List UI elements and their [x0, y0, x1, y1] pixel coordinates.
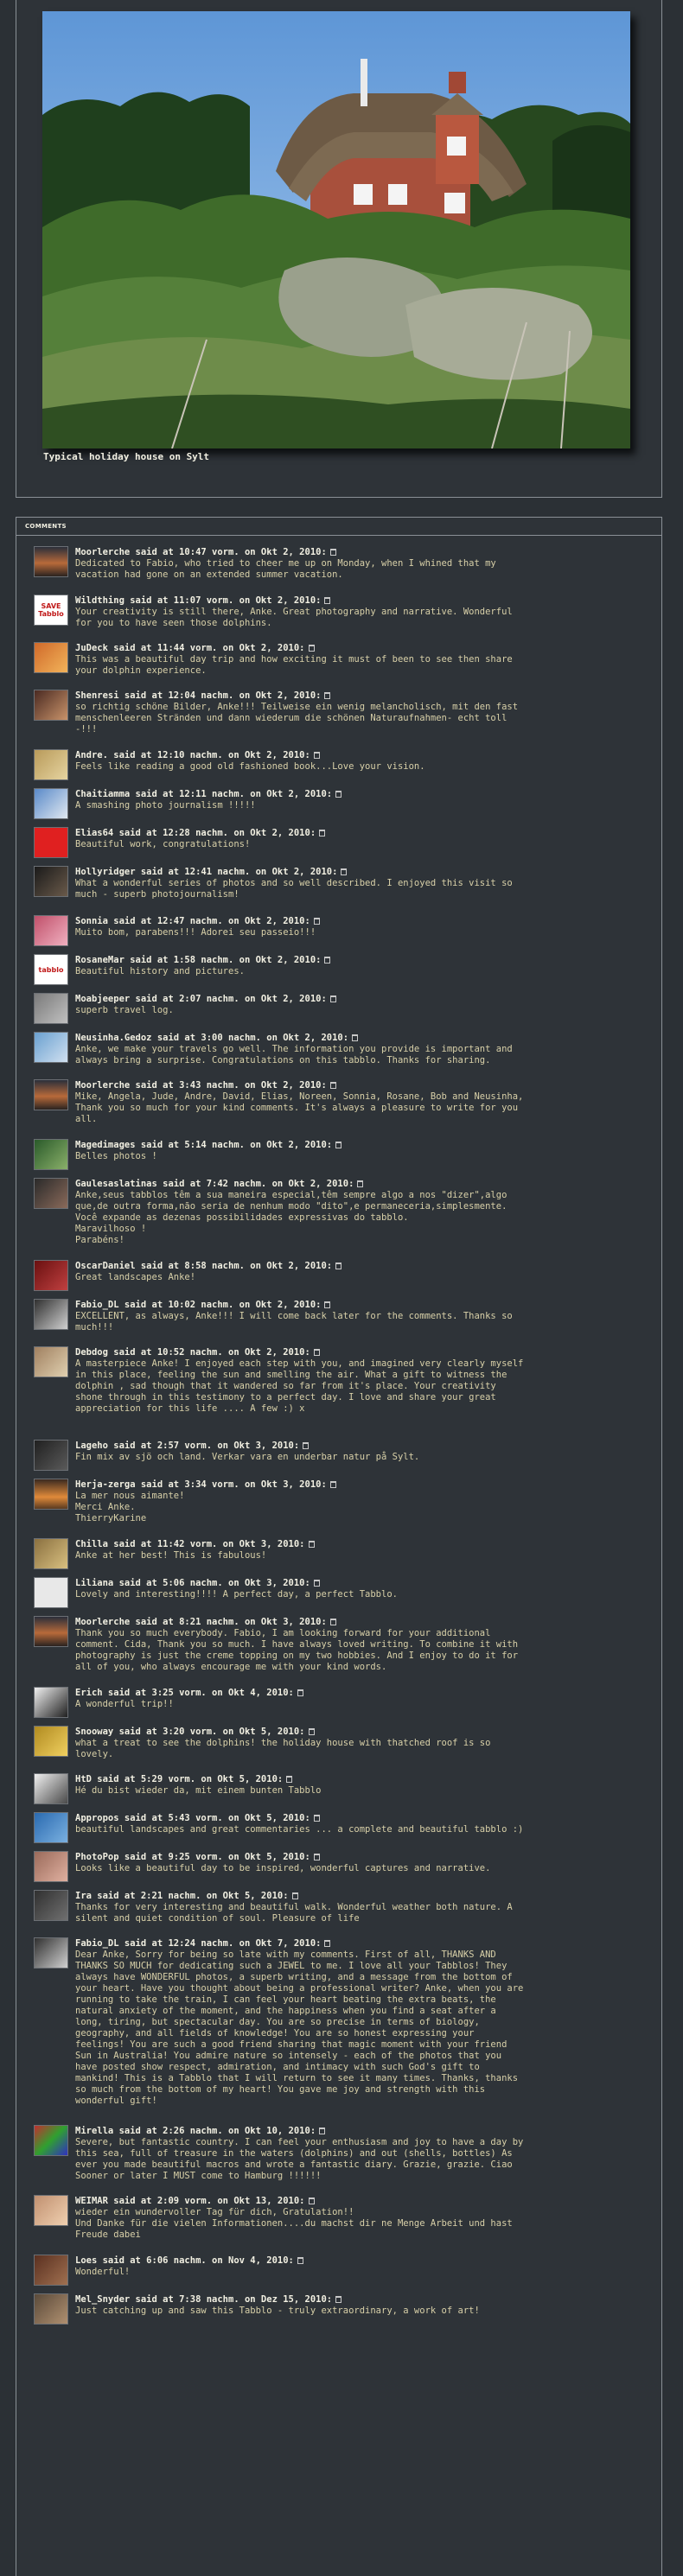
comment-author-line[interactable]: Moorlerche said at 8:21 nachm. on Okt 3, 2010: — [75, 1617, 327, 1627]
delete-comment-icon[interactable] — [292, 1892, 298, 1899]
commenter-avatar[interactable] — [34, 2255, 68, 2286]
commenter-avatar[interactable] — [34, 1616, 68, 1647]
comment-header — [75, 2294, 656, 2306]
comment-header — [75, 690, 656, 702]
delete-comment-icon[interactable] — [314, 918, 320, 925]
comment-text: Your creativity is still there, Anke. Great photography and narrative. Wonderful for you to have seen those dolphins. — [75, 607, 513, 628]
commenter-avatar[interactable] — [34, 1890, 68, 1921]
comment-author-line[interactable]: Herja-zerga said at 3:34 vorm. on Okt 3, 2010: — [75, 1479, 327, 1490]
comment-item — [34, 1538, 656, 1562]
comment-body — [75, 749, 656, 773]
comment-header — [75, 1539, 656, 1550]
comment-author-line[interactable]: Wildthing said at 11:07 vorm. on Okt 2, 2010: — [75, 595, 322, 606]
comment-item — [34, 1726, 656, 1760]
delete-comment-icon[interactable] — [314, 1854, 320, 1860]
comment-body — [75, 1032, 656, 1066]
comment-body — [75, 1726, 656, 1760]
comment-item — [34, 1032, 656, 1066]
commenter-avatar[interactable] — [34, 749, 68, 780]
comment-body — [75, 1890, 656, 1924]
delete-comment-icon[interactable] — [324, 1940, 330, 1947]
delete-comment-icon[interactable] — [314, 1815, 320, 1822]
comment-text: Feels like reading a good old fashioned book...Love your vision. — [75, 761, 425, 772]
comment-author-line[interactable]: Liliana said at 5:06 nachm. on Okt 3, 2010: — [75, 1578, 310, 1588]
comment-author-line[interactable]: Gaulesaslatinas said at 7:42 nachm. on Okt 2, 2010: — [75, 1179, 354, 1189]
comment-author-line[interactable]: Erich said at 3:25 vorm. on Okt 4, 2010: — [75, 1688, 294, 1698]
comment-item — [34, 2293, 656, 2317]
delete-comment-icon[interactable] — [297, 2257, 303, 2264]
comment-header — [75, 1891, 656, 1902]
comment-header — [75, 2126, 656, 2137]
delete-comment-icon[interactable] — [335, 1263, 342, 1269]
comment-author-line[interactable]: Fabio_DL said at 10:02 nachm. on Okt 2, 2010: — [75, 1300, 322, 1310]
comment-header — [75, 867, 656, 878]
comment-header — [75, 1938, 656, 1949]
commenter-avatar[interactable] — [34, 1479, 68, 1510]
comment-item — [34, 690, 656, 735]
delete-comment-icon[interactable] — [309, 2198, 315, 2204]
comment-text: Great landscapes Anke! — [75, 1272, 196, 1282]
commenter-avatar[interactable] — [34, 1440, 68, 1471]
comment-text: Just catching up and saw this Tabblo - truly extraordinary, a work of art! — [75, 2306, 480, 2316]
comment-text: Belles photos ! — [75, 1151, 157, 1161]
comment-item — [34, 1812, 656, 1835]
photo-panel — [16, 0, 662, 498]
delete-comment-icon[interactable] — [314, 1580, 320, 1587]
commenter-avatar[interactable] — [34, 1687, 68, 1718]
comment-body — [75, 1577, 656, 1600]
delete-comment-icon[interactable] — [330, 549, 336, 556]
comment-body — [75, 595, 656, 629]
comment-text: Fin mix av sjö och land. Verkar vara en underbar natur på Sylt. — [75, 1452, 420, 1462]
delete-comment-icon[interactable] — [324, 692, 330, 699]
commenter-avatar[interactable] — [34, 2125, 68, 2156]
commenter-avatar[interactable] — [34, 642, 68, 673]
comment-text: so richtig schöne Bilder, Anke!!! Teilweise ein wenig melancholisch, mit den fast menschenleeren Stränden und dann wiederum die schönen Naturaufnahmen- echt toll -!!! — [75, 702, 519, 735]
comment-author-line[interactable]: Mel_Snyder said at 7:38 nachm. on Dez 15, 2010: — [75, 2294, 333, 2305]
comment-item — [34, 1937, 656, 2107]
comment-item — [34, 954, 656, 977]
main-photo[interactable] — [42, 11, 630, 448]
comment-header — [75, 1179, 656, 1190]
comment-body — [75, 546, 656, 581]
comment-body — [75, 2293, 656, 2317]
comment-item — [34, 2195, 656, 2241]
delete-comment-icon[interactable] — [335, 791, 342, 798]
comment-header — [75, 1261, 656, 1272]
commenter-avatar[interactable] — [34, 1937, 68, 1969]
delete-comment-icon[interactable] — [324, 957, 330, 964]
avatar-text: SAVE Tabblo — [38, 602, 64, 618]
comment-body — [75, 2195, 656, 2241]
comment-item — [34, 595, 656, 629]
comment-header — [75, 1300, 656, 1311]
comment-body — [75, 1178, 656, 1246]
comment-text: Anke, we make your travels go well. The information you provide is important and always bring a surprise. Congratulations on this tabblo. Thanks for sharing. — [75, 1044, 513, 1065]
comment-item — [34, 1079, 656, 1125]
comment-item — [34, 749, 656, 773]
comment-text: Hé du bist wieder da, mit einem bunten Tabblo — [75, 1785, 322, 1796]
comment-item — [34, 642, 656, 677]
comment-item — [34, 1440, 656, 1463]
delete-comment-icon[interactable] — [309, 645, 315, 652]
comment-body — [75, 993, 656, 1016]
comment-text: wieder ein wundervoller Tag für dich, Gratulation!! Und Danke für die vielen Informationen....du machst dir ne Menge Arbeit und hast Freude dabei — [75, 2207, 513, 2240]
commenter-avatar[interactable] — [34, 2195, 68, 2226]
comment-header — [75, 2196, 656, 2207]
delete-comment-icon[interactable] — [319, 2128, 325, 2134]
comment-author-line[interactable]: Snooway said at 3:20 vorm. on Okt 5, 2010: — [75, 1727, 305, 1737]
comment-item — [34, 1687, 656, 1710]
comment-author-line[interactable]: Andre. said at 12:10 nachm. on Okt 2, 2010: — [75, 750, 310, 760]
commenter-avatar[interactable] — [34, 1538, 68, 1569]
comment-author-line[interactable]: Moorlerche said at 10:47 vorm. on Okt 2, 2010: — [75, 547, 327, 557]
commenter-avatar[interactable] — [34, 993, 68, 1024]
comment-header — [75, 1578, 656, 1589]
delete-comment-icon[interactable] — [330, 995, 336, 1002]
commenter-avatar[interactable] — [34, 954, 68, 985]
comment-item — [34, 1346, 656, 1415]
comment-body — [75, 866, 656, 900]
comment-body — [75, 1139, 656, 1162]
comment-author-line[interactable]: Appropos said at 5:43 vorm. on Okt 5, 2010: — [75, 1813, 310, 1823]
comment-author-line[interactable]: Lageho said at 2:57 vorm. on Okt 3, 2010: — [75, 1441, 300, 1451]
comment-body — [75, 1538, 656, 1562]
comment-header — [75, 916, 656, 927]
comment-header — [75, 750, 656, 761]
comment-text: A masterpiece Anke! I enjoyed each step with you, and imagined very clearly myself in this place, feeling the sun and smelling the air. What a gift to witness the dolphin , sad though that it wandered so far from it's place. Your creativity shone through in this testimony to a perfect day. I love and share your great appreciation for this life .... A few :) x — [75, 1358, 524, 1414]
delete-comment-icon[interactable] — [335, 2296, 342, 2303]
comment-header — [75, 1347, 656, 1358]
delete-comment-icon[interactable] — [330, 1082, 336, 1089]
photo-caption: Typical holiday house on Sylt — [43, 451, 210, 462]
delete-comment-icon[interactable] — [286, 1776, 292, 1783]
delete-comment-icon[interactable] — [357, 1180, 363, 1187]
comment-header — [75, 595, 656, 607]
comment-text: Beautiful work, congratulations! — [75, 839, 251, 849]
comment-text: Beautiful history and pictures. — [75, 966, 245, 976]
comment-item — [34, 1139, 656, 1162]
delete-comment-icon[interactable] — [335, 1142, 342, 1148]
comment-text: La mer nous aimante! Merci Anke. ThierryKarine — [75, 1491, 185, 1523]
comment-text: Dear Anke, Sorry for being so late with my comments. First of all, THANKS AND THANKS SO MUCH for dedicating such a JEWEL to me. I love all your Tabblos! They always have WONDERFUL photos, a superb writing, and a message from the bottom of your heart. Have you thought about being a professional writer? Anke, when you are running to take the train, I can feel your heart beating the extra beats, the natural anxiety of the moment, and the happiness when you find a seat after a long, tiring, but spectacular day. You are so precise in terms of biology, geography, and all fields of knowledge! You are so honest expressing your feelings! You are such a good friend sharing that magic moment with your friend Sun in Australia! You admire nature so intensely - each of the photos that you have posted show respect, admiration, and intimacy with such God's gift to mankind! This is a Tabblo that I will return to see it many times. Thanks, thanks so much from the bottom of my heart! You gave me joy and strength with this wonderful gift! — [75, 1949, 524, 2106]
comment-author-line[interactable]: Hollyridger said at 12:41 nachm. on Okt 2, 2010: — [75, 867, 338, 877]
comment-body — [75, 1812, 656, 1835]
delete-comment-icon[interactable] — [319, 830, 325, 836]
comment-header — [75, 643, 656, 654]
comment-header — [75, 1080, 656, 1091]
comment-item — [34, 788, 656, 811]
commenter-avatar[interactable] — [34, 1773, 68, 1804]
commenter-avatar[interactable] — [34, 1178, 68, 1209]
comment-body — [75, 1260, 656, 1283]
comment-body — [75, 1773, 656, 1797]
delete-comment-icon[interactable] — [309, 1728, 315, 1735]
comment-header — [75, 955, 656, 966]
commenter-avatar[interactable] — [34, 546, 68, 577]
comment-item — [34, 546, 656, 581]
delete-comment-icon[interactable] — [352, 1034, 358, 1041]
comment-text: what a treat to see the dolphins! the holiday house with thatched roof is so lovely. — [75, 1738, 491, 1759]
commenter-avatar[interactable] — [34, 1577, 68, 1608]
comment-item — [34, 1260, 656, 1283]
comment-author-line[interactable]: Fabio_DL said at 12:24 nachm. on Okt 7, 2010: — [75, 1938, 322, 1949]
comments-header — [16, 518, 661, 536]
comment-text: What a wonderful series of photos and so well described. I enjoyed this visit so much - superb photojournalism! — [75, 878, 513, 900]
comments-header-label: COMMENTS — [25, 523, 67, 530]
comment-item — [34, 1773, 656, 1797]
comment-author-line[interactable]: PhotoPop said at 9:25 vorm. on Okt 5, 2010: — [75, 1852, 310, 1862]
commenter-avatar[interactable] — [34, 866, 68, 897]
comment-item — [34, 1178, 656, 1246]
comment-body — [75, 1687, 656, 1710]
comment-item — [34, 1479, 656, 1524]
commenter-avatar[interactable] — [34, 1260, 68, 1291]
comment-body — [75, 915, 656, 938]
comment-author-line[interactable]: Loes said at 6:06 nachm. on Nov 4, 2010: — [75, 2255, 294, 2266]
comment-body — [75, 1346, 656, 1415]
comment-header — [75, 1140, 656, 1151]
comment-body — [75, 1440, 656, 1463]
delete-comment-icon[interactable] — [330, 1481, 336, 1488]
comment-body — [75, 1479, 656, 1524]
delete-comment-icon[interactable] — [324, 1301, 330, 1308]
comment-text: EXCELLENT, as always, Anke!!! I will come back later for the comments. Thanks so much!!! — [75, 1311, 513, 1333]
comment-text: A wonderful trip!! — [75, 1699, 174, 1709]
commenter-avatar[interactable] — [34, 690, 68, 721]
comment-body — [75, 788, 656, 811]
comment-item — [34, 1890, 656, 1924]
avatar-text: tabblo — [38, 965, 64, 974]
comment-author-line[interactable]: Sonnia said at 12:47 nachm. on Okt 2, 2010: — [75, 916, 310, 926]
comment-text: Muito bom, parabens!!! Adorei seu passeio!!! — [75, 927, 316, 938]
comment-author-line[interactable]: WEIMAR said at 2:09 vorm. on Okt 13, 2010: — [75, 2196, 305, 2206]
comment-author-line[interactable]: RosaneMar said at 1:58 nachm. on Okt 2, 2010: — [75, 955, 322, 965]
comment-item — [34, 1577, 656, 1600]
comment-author-line[interactable]: Debdog said at 10:52 nachm. on Okt 2, 2010: — [75, 1347, 310, 1358]
comment-author-line[interactable]: Elias64 said at 12:28 nachm. on Okt 2, 2010: — [75, 828, 316, 838]
commenter-avatar[interactable] — [34, 595, 68, 626]
comment-body — [75, 2255, 656, 2278]
comment-author-line[interactable]: Neusinha.Gedoz said at 3:00 nachm. on Okt 2, 2010: — [75, 1033, 349, 1043]
commenter-avatar[interactable] — [34, 915, 68, 946]
comment-item — [34, 2125, 656, 2182]
comment-header — [75, 1813, 656, 1824]
comment-text: A smashing photo journalism !!!!! — [75, 800, 256, 811]
commenter-avatar[interactable] — [34, 788, 68, 819]
comment-text: beautiful landscapes and great commentaries ... a complete and beautiful tabblo :) — [75, 1824, 524, 1835]
comment-header — [75, 547, 656, 558]
comment-author-line[interactable]: Ira said at 2:21 nachm. on Okt 5, 2010: — [75, 1891, 289, 1901]
comment-header — [75, 1617, 656, 1628]
comment-author-line[interactable]: Moabjeeper said at 2:07 nachm. on Okt 2, 2010: — [75, 994, 327, 1004]
commenter-avatar[interactable] — [34, 1139, 68, 1170]
commenter-avatar[interactable] — [34, 1079, 68, 1110]
comment-text: Lovely and interesting!!!! A perfect day, a perfect Tabblo. — [75, 1589, 398, 1600]
comment-body — [75, 1299, 656, 1333]
comment-text: Anke at her best! This is fabulous! — [75, 1550, 267, 1561]
delete-comment-icon[interactable] — [324, 597, 330, 604]
comments-panel — [16, 517, 662, 2576]
delete-comment-icon[interactable] — [303, 1442, 309, 1449]
comment-author-line[interactable]: Moorlerche said at 3:43 nachm. on Okt 2, 2010: — [75, 1080, 327, 1091]
comment-header — [75, 2255, 656, 2267]
comment-body — [75, 1937, 656, 2107]
comment-text: Mike, Angela, Jude, Andre, David, Elias, Noreen, Sonnia, Rosane, Bob and Neusinha, Thank you so much for your kind comments. It's always a pleasure to write for you all. — [75, 1091, 524, 1124]
delete-comment-icon[interactable] — [314, 1349, 320, 1356]
comment-text: Looks like a beautiful day to be inspired, wonderful captures and narrative. — [75, 1863, 491, 1873]
comment-text: Dedicated to Fabio, who tried to cheer me up on Monday, when I whined that my vacation had gone on an extended summer vacation. — [75, 558, 496, 580]
comment-header — [75, 1727, 656, 1738]
comment-header — [75, 1852, 656, 1863]
commenter-avatar[interactable] — [34, 1726, 68, 1757]
comment-author-line[interactable]: Magedimages said at 5:14 nachm. on Okt 2, 2010: — [75, 1140, 333, 1150]
comment-body — [75, 642, 656, 677]
comment-item — [34, 1616, 656, 1673]
commenter-avatar[interactable] — [34, 2293, 68, 2325]
commenter-avatar[interactable] — [34, 1812, 68, 1843]
comment-header — [75, 789, 656, 800]
comment-text: Wonderful! — [75, 2267, 131, 2277]
delete-comment-icon[interactable] — [341, 868, 347, 875]
comment-text: Thanks for very interesting and beautiful walk. Wonderful weather both nature. A silent and quiet condition of soul. Pleasure of life — [75, 1902, 513, 1924]
delete-comment-icon[interactable] — [309, 1541, 315, 1548]
comment-header — [75, 1033, 656, 1044]
comment-text: Anke,seus tabblos têm a sua maneira especial,têm sempre algo a nos "dizer",algo que,de outra forma,não seria de nenhum modo "dito",e permaneceria,simplesmente. Você expande as dezenas possibilidades expressivas do tabblo. Maravilhoso ! Parabéns! — [75, 1190, 507, 1245]
comment-body — [75, 2125, 656, 2182]
comment-item — [34, 866, 656, 900]
comment-author-line[interactable]: HtD said at 5:29 vorm. on Okt 5, 2010: — [75, 1774, 284, 1784]
comment-header — [75, 828, 656, 839]
comment-body — [75, 954, 656, 977]
comment-author-line[interactable]: OscarDaniel said at 8:58 nachm. on Okt 2, 2010: — [75, 1261, 333, 1271]
comment-author-line[interactable]: Mirella said at 2:26 nachm. on Okt 10, 2010: — [75, 2126, 316, 2136]
comment-header — [75, 1441, 656, 1452]
comment-body — [75, 1851, 656, 1874]
comment-item — [34, 1851, 656, 1874]
comment-text: This was a beautiful day trip and how exciting it must of been to see then share your dolphin experience. — [75, 654, 513, 676]
commenter-avatar[interactable] — [34, 1032, 68, 1063]
thatched-house-photo — [42, 11, 630, 448]
comment-header — [75, 1774, 656, 1785]
comment-item — [34, 993, 656, 1016]
comment-author-line[interactable]: Chaitiamma said at 12:11 nachm. on Okt 2, 2010: — [75, 789, 333, 799]
commenter-avatar[interactable] — [34, 1346, 68, 1377]
comment-text: Severe, but fantastic country. I can feel your enthusiasm and joy to have a day by this sea, full of treasure in the waters (dolphins) and out (shells, bottles) As ever you made beautiful macros and wrote a fantastic diary. Grazie, grazie. Ciao Sooner or later I MUST come to Hamburg !!!!!! — [75, 2137, 524, 2181]
commenter-avatar[interactable] — [34, 1851, 68, 1882]
comment-text: Thank you so much everybody. Fabio, I am looking forward for your additional comment. Cida, Thank you so much. I have always loved writing. To combine it with photography is just the creme topping on my two hobbies. And I enjoy to do it for all of you, who always encourage me with your kind words. — [75, 1628, 519, 1672]
comment-header — [75, 1479, 656, 1491]
comment-author-line[interactable]: Chilla said at 11:42 vorm. on Okt 3, 2010: — [75, 1539, 305, 1549]
comment-item — [34, 827, 656, 850]
delete-comment-icon[interactable] — [330, 1619, 336, 1625]
commenter-avatar[interactable] — [34, 827, 68, 858]
comment-body — [75, 1616, 656, 1673]
delete-comment-icon[interactable] — [297, 1689, 303, 1696]
commenter-avatar[interactable] — [34, 1299, 68, 1330]
comment-body — [75, 1079, 656, 1125]
comment-author-line[interactable]: Shenresi said at 12:04 nachm. on Okt 2, 2010: — [75, 690, 322, 701]
comment-text: superb travel log. — [75, 1005, 174, 1015]
comment-body — [75, 827, 656, 850]
comment-header — [75, 1688, 656, 1699]
comment-header — [75, 994, 656, 1005]
comment-author-line[interactable]: JuDeck said at 11:44 vorm. on Okt 2, 2010: — [75, 643, 305, 653]
comment-item — [34, 2255, 656, 2278]
comment-body — [75, 690, 656, 735]
delete-comment-icon[interactable] — [314, 752, 320, 759]
comment-item — [34, 915, 656, 938]
comment-item — [34, 1299, 656, 1333]
